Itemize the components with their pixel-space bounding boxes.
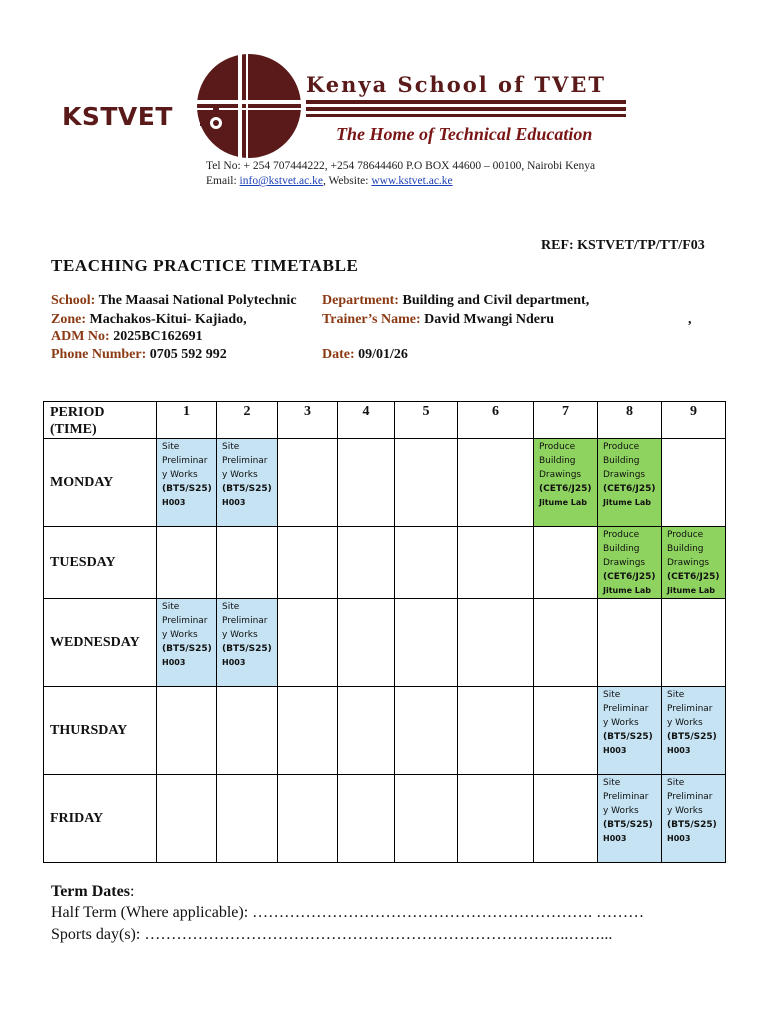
trainer-label: Trainer’s Name: — [322, 312, 421, 327]
empty-cell — [217, 527, 278, 599]
header-row — [44, 402, 726, 439]
empty-cell — [278, 439, 338, 527]
session-cell — [598, 527, 662, 599]
empty-cell — [278, 599, 338, 687]
period-header-cell: 3 — [278, 402, 338, 439]
period-header-cell: 7 — [534, 402, 598, 439]
adm-field — [51, 329, 203, 345]
session-l1: Produce — [667, 530, 704, 540]
empty-cell — [662, 599, 726, 687]
email-link[interactable]: info@kstvet.ac.ke — [239, 175, 323, 187]
session-code: (CET6/J25) — [667, 572, 720, 582]
contact-block — [206, 159, 595, 189]
session-code: (BT5/S25) — [667, 732, 717, 742]
department-field — [322, 293, 589, 309]
session-code: (BT5/S25) — [603, 732, 653, 742]
session-l3: y Works — [162, 470, 198, 480]
session-l1: Site — [162, 442, 180, 452]
letterhead — [48, 50, 633, 195]
session-room: H003 — [603, 834, 627, 843]
session-l3: Drawings — [603, 470, 646, 480]
zone-value: Machakos-Kitui- Kajiado, — [89, 312, 247, 327]
empty-cell — [338, 439, 395, 527]
session-cell — [662, 527, 726, 599]
period-header-cell: 8 — [598, 402, 662, 439]
logo-acronym: KSTVET — [62, 102, 173, 131]
period-header-cell: 5 — [395, 402, 458, 439]
session-l3: y Works — [603, 806, 639, 816]
institution-tagline: The Home of Technical Education — [336, 124, 593, 144]
session-l2: Building — [603, 544, 640, 554]
empty-cell — [157, 775, 217, 863]
empty-cell — [458, 775, 534, 863]
document-title: TEACHING PRACTICE TIMETABLE — [51, 256, 359, 275]
date-field — [322, 347, 408, 363]
phone-field — [51, 347, 227, 363]
sports-day-line: Sports day(s): ……………………………………………………………………..……... — [51, 926, 613, 943]
school-value: The Maasai National Polytechnic — [98, 293, 297, 308]
period-header-cell: 9 — [662, 402, 726, 439]
empty-cell — [458, 439, 534, 527]
empty-cell — [278, 527, 338, 599]
day-row-monday — [44, 439, 726, 527]
session-room: H003 — [222, 658, 246, 667]
phone-value: 0705 592 992 — [149, 347, 227, 362]
session-l3: Drawings — [603, 558, 646, 568]
period-header-cell: 4 — [338, 402, 395, 439]
period-header — [44, 402, 157, 439]
session-room: H003 — [667, 834, 691, 843]
empty-cell — [534, 599, 598, 687]
session-l3: y Works — [222, 630, 258, 640]
session-l3: y Works — [222, 470, 258, 480]
session-cell — [217, 599, 278, 687]
session-cell — [157, 439, 217, 527]
day-label: MONDAY — [44, 439, 157, 527]
session-room: Jitume Lab — [667, 586, 716, 595]
adm-label: ADM No: — [51, 329, 110, 344]
session-cell — [217, 439, 278, 527]
session-l3: y Works — [603, 718, 639, 728]
session-room: H003 — [162, 498, 186, 507]
trainer-field — [322, 312, 554, 328]
empty-cell — [157, 687, 217, 775]
empty-cell — [278, 687, 338, 775]
school-label: School: — [51, 293, 96, 308]
session-room: H003 — [603, 746, 627, 755]
session-l2: Building — [667, 544, 704, 554]
session-l2: Preliminar — [162, 456, 208, 466]
day-label: WEDNESDAY — [44, 599, 157, 687]
period-header-cell: 1 — [157, 402, 217, 439]
session-cell — [157, 599, 217, 687]
session-l3: Drawings — [667, 558, 710, 568]
email-label: Email: — [206, 175, 240, 187]
empty-cell — [458, 599, 534, 687]
session-l3: y Works — [667, 718, 703, 728]
session-l1: Site — [222, 442, 240, 452]
empty-cell — [395, 687, 458, 775]
session-room: H003 — [667, 746, 691, 755]
session-cell — [598, 775, 662, 863]
session-cell — [598, 687, 662, 775]
session-code: (CET6/J25) — [603, 572, 656, 582]
empty-cell — [338, 527, 395, 599]
date-value: 09/01/26 — [358, 347, 408, 362]
empty-cell — [534, 527, 598, 599]
session-code: (BT5/S25) — [603, 820, 653, 830]
term-dates-heading — [51, 883, 134, 901]
day-label: TUESDAY — [44, 527, 157, 599]
department-label: Department: — [322, 293, 399, 308]
period-header-cell: 2 — [217, 402, 278, 439]
day-label: THURSDAY — [44, 687, 157, 775]
empty-cell — [217, 687, 278, 775]
term-dates-label: Term Dates — [51, 883, 130, 900]
day-row-wednesday — [44, 599, 726, 687]
empty-cell — [395, 527, 458, 599]
empty-cell — [338, 687, 395, 775]
trainer-trailing-comma: , — [688, 312, 692, 327]
empty-cell — [534, 687, 598, 775]
empty-cell — [395, 439, 458, 527]
empty-cell — [278, 775, 338, 863]
half-term-line: Half Term (Where applicable): ………………………………………………………. ……… — [51, 904, 645, 921]
email-website-line — [206, 174, 595, 189]
session-l1: Produce — [603, 530, 640, 540]
session-l1: Site — [162, 602, 180, 612]
period-header-line-1: PERIOD — [50, 405, 105, 420]
session-l1: Site — [667, 778, 685, 788]
session-l2: Preliminar — [222, 616, 268, 626]
empty-cell — [662, 439, 726, 527]
empty-cell — [338, 775, 395, 863]
day-row-tuesday — [44, 527, 726, 599]
department-value: Building and Civil department, — [402, 293, 590, 308]
session-code: (BT5/S25) — [162, 644, 212, 654]
term-dates-colon: : — [129, 883, 135, 900]
session-l2: Preliminar — [667, 704, 713, 714]
session-l2: Preliminar — [603, 792, 649, 802]
contact-line: Tel No: + 254 707444222, +254 78644460 P.O BOX 44600 – 00100, Nairobi Kenya — [206, 160, 596, 172]
session-l1: Site — [222, 602, 240, 612]
date-label: Date: — [322, 347, 355, 362]
session-l2: Preliminar — [222, 456, 268, 466]
session-l1: Site — [667, 690, 685, 700]
session-room: Jitume Lab — [603, 586, 652, 595]
adm-value: 2025BC162691 — [113, 329, 203, 344]
session-l2: Preliminar — [162, 616, 208, 626]
zone-label: Zone: — [51, 312, 86, 327]
period-header-line-2: (TIME) — [50, 422, 97, 437]
session-room: H003 — [222, 498, 246, 507]
session-code: (BT5/S25) — [667, 820, 717, 830]
session-l3: y Works — [667, 806, 703, 816]
session-room: H003 — [162, 658, 186, 667]
session-code: (BT5/S25) — [162, 484, 212, 494]
session-room: Jitume Lab — [539, 498, 588, 507]
session-l1: Site — [603, 778, 621, 788]
trainer-value: David Mwangi Nderu — [424, 312, 555, 327]
empty-cell — [598, 599, 662, 687]
institution-name: Kenya School of TVET — [306, 72, 606, 97]
session-cell — [534, 439, 598, 527]
timetable-body — [44, 439, 726, 863]
session-l1: Produce — [603, 442, 640, 452]
day-row-thursday — [44, 687, 726, 775]
session-cell — [662, 775, 726, 863]
session-l2: Preliminar — [603, 704, 649, 714]
period-header-cell: 6 — [458, 402, 534, 439]
zone-field — [51, 312, 247, 328]
website-label: , Website: — [322, 175, 372, 187]
session-cell — [598, 439, 662, 527]
session-l2: Building — [539, 456, 576, 466]
timetable — [43, 401, 726, 863]
document-ref: REF: KSTVET/TP/TT/F03 — [541, 238, 705, 253]
empty-cell — [534, 775, 598, 863]
session-l3: y Works — [162, 630, 198, 640]
session-l1: Site — [603, 690, 621, 700]
phone-label: Phone Number: — [51, 347, 147, 362]
empty-cell — [458, 687, 534, 775]
session-l1: Produce — [539, 442, 576, 452]
empty-cell — [338, 599, 395, 687]
school-field — [51, 293, 297, 309]
empty-cell — [157, 527, 217, 599]
website-link[interactable]: www.kstvet.ac.ke — [371, 175, 453, 187]
empty-cell — [458, 527, 534, 599]
session-l2: Preliminar — [667, 792, 713, 802]
session-l2: Building — [603, 456, 640, 466]
empty-cell — [395, 775, 458, 863]
day-label: FRIDAY — [44, 775, 157, 863]
session-code: (BT5/S25) — [222, 484, 272, 494]
session-code: (BT5/S25) — [222, 644, 272, 654]
empty-cell — [395, 599, 458, 687]
session-code: (CET6/J25) — [539, 484, 592, 494]
session-room: Jitume Lab — [603, 498, 652, 507]
session-code: (CET6/J25) — [603, 484, 656, 494]
session-l3: Drawings — [539, 470, 582, 480]
empty-cell — [217, 775, 278, 863]
day-row-friday — [44, 775, 726, 863]
session-cell — [662, 687, 726, 775]
